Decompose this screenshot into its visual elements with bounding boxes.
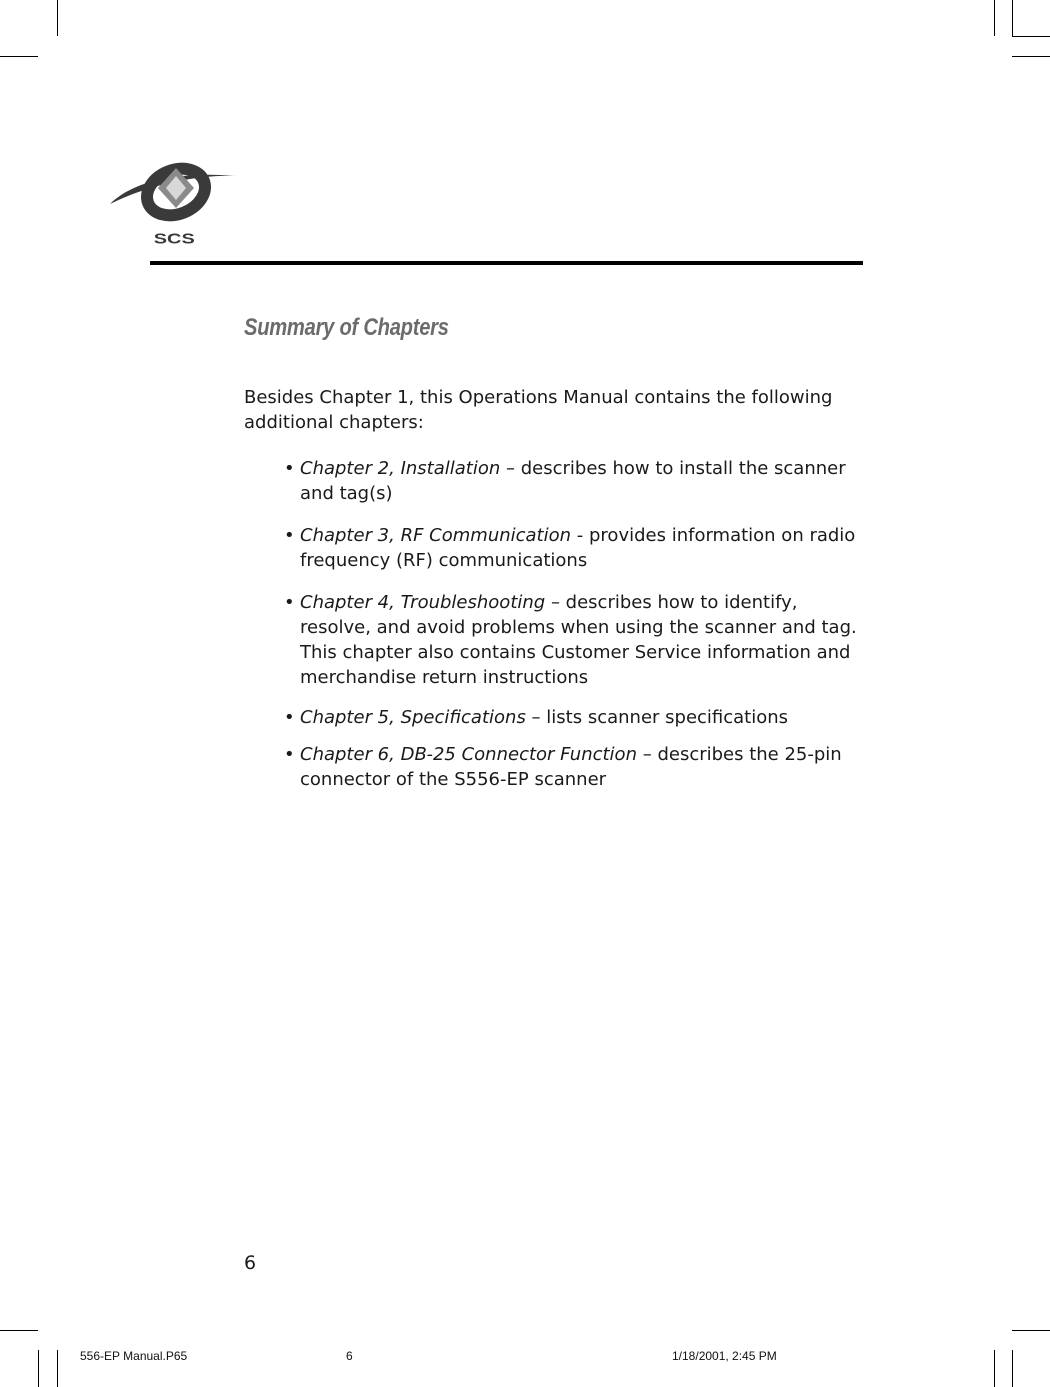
crop-mark [994,1350,995,1387]
chapter-name: Chapter 5, Specifications [300,707,526,728]
chapter-name: Chapter 2, Installation [300,458,501,479]
list-item [244,523,864,573]
intro-paragraph: Besides Chapter 1, this Operations Manual contains the following additional chapters: [244,387,833,433]
chapter-description: describes how to identify, resolve, and avoid problems when using the scanner and tag. This chapter also contains Customer Service information and merchandise return instructions [300,592,857,688]
page-number: 6 [244,1252,257,1274]
bullet-icon: • [284,744,295,765]
slug-date: 1/18/2001, 2:45 PM [672,1349,777,1363]
chapter-description: describes how to install the scanner and tag(s) [300,458,846,504]
chapter-description: lists scanner specifications [546,707,789,728]
chapter-list [244,456,864,792]
crop-mark [994,0,995,36]
scs-logo [106,156,242,248]
chapter-description: provides information on radio frequency (RF) communications [300,525,856,571]
crop-mark [1012,36,1050,37]
logo-wordmark: SCS [153,229,195,247]
crop-mark [0,1330,38,1331]
crop-mark [0,56,38,57]
crop-mark [1012,56,1050,57]
crop-mark [1012,0,1013,36]
list-item [244,590,864,690]
chapter-description: describes the 25-pin connector of the S556-EP scanner [300,744,842,790]
slug-file-name: 556-EP Manual.P65 [80,1349,188,1363]
list-item [244,742,864,792]
crop-mark [57,0,58,36]
separator: - [571,525,589,546]
crop-mark [57,1350,58,1387]
bullet-icon: • [284,592,295,613]
separator: – [500,458,521,479]
bullet-icon: • [284,707,295,728]
list-item [244,705,864,730]
separator: – [525,707,547,728]
page-title: Summary of Chapters [244,314,449,341]
chapter-name: Chapter 6, DB-25 Connector Function [300,744,637,765]
crop-mark [38,1350,39,1387]
list-item [244,456,864,506]
bullet-icon: • [284,458,295,479]
header-rule [150,261,863,265]
separator: – [545,592,566,613]
slug-page-number: 6 [346,1349,353,1363]
chapter-name: Chapter 3, RF Communication [300,525,572,546]
crop-mark [1012,1350,1013,1387]
bullet-icon: • [284,525,295,546]
separator: – [636,744,658,765]
crop-mark [1012,1330,1050,1331]
chapter-name: Chapter 4, Troubleshooting [300,592,546,613]
